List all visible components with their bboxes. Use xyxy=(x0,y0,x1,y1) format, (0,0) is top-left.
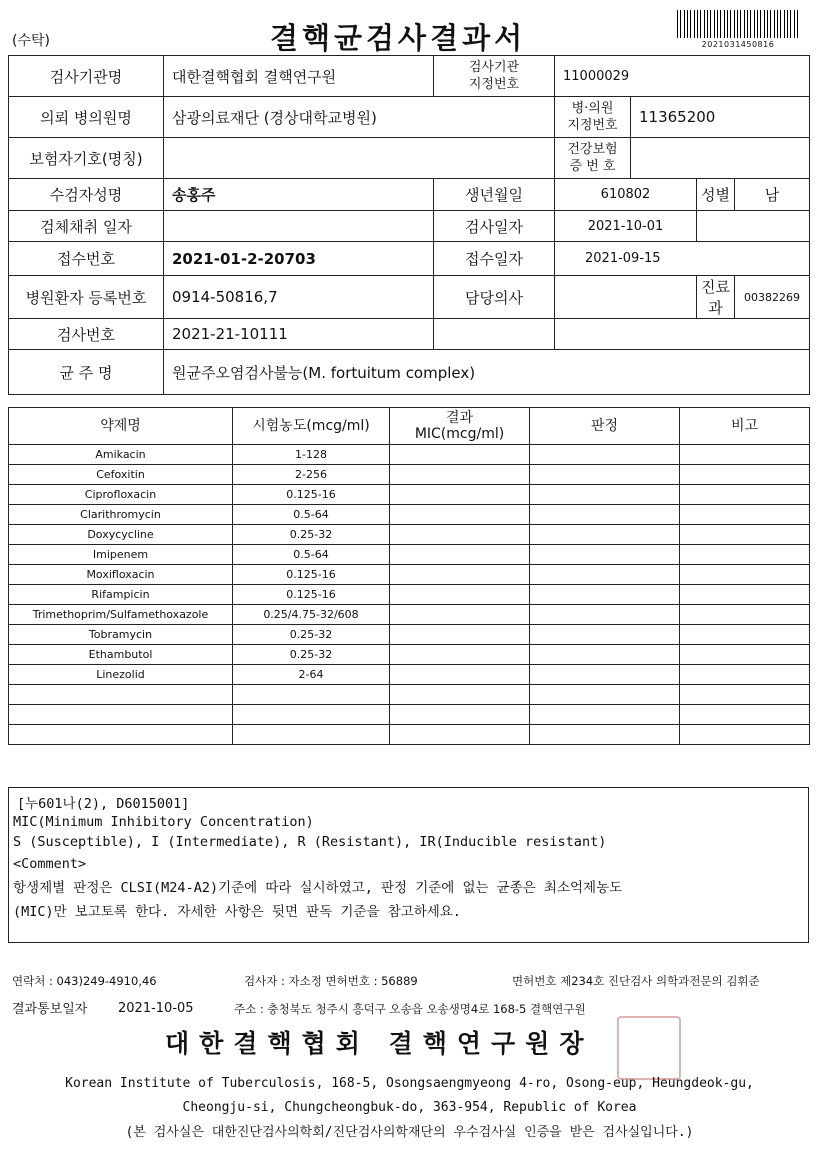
remarks-cell xyxy=(680,445,810,465)
judgement-cell xyxy=(530,665,680,685)
registration-value: 0914-50816,7 xyxy=(164,276,434,319)
birth-value: 610802 xyxy=(555,179,697,211)
receipt-date-label: 접수일자 xyxy=(434,242,555,276)
mic-result-cell xyxy=(390,725,530,745)
english-address-2: Cheongju-si, Chungcheongbuk-do, 363-954, Republic of Korea xyxy=(182,1100,637,1115)
concentration-cell: 0.25-32 xyxy=(233,625,390,645)
mic-result-cell xyxy=(390,505,530,525)
remarks-cell xyxy=(680,485,810,505)
table-row xyxy=(9,725,810,745)
patient-value: 송홍주 xyxy=(164,179,434,211)
official-seal xyxy=(617,1016,681,1080)
drug-name-cell: Imipenem xyxy=(9,545,233,565)
test-date-value: 2021-10-01 xyxy=(555,211,697,242)
hospital-code-value: 11365200 xyxy=(631,97,810,138)
strain-label: 균 주 명 xyxy=(9,350,164,395)
judgement-cell xyxy=(530,525,680,545)
judgement-cell xyxy=(530,505,680,525)
birth-label: 생년월일 xyxy=(434,179,555,211)
table-row xyxy=(9,645,810,665)
receipt-value: 2021-01-2-20703 xyxy=(164,242,434,276)
receipt-date-value: 2021-09-15 xyxy=(555,242,810,276)
table-row xyxy=(9,445,810,465)
hospital-code-label: 병·의원 지정번호 xyxy=(555,97,631,138)
drug-name-cell xyxy=(9,685,233,705)
insurer-value xyxy=(164,138,555,179)
sex-label: 성별 xyxy=(697,179,735,211)
drug-name-cell: Cefoxitin xyxy=(9,465,233,485)
judgement-cell xyxy=(530,645,680,665)
department-label: 진료과 xyxy=(697,276,735,319)
remarks-cell xyxy=(680,525,810,545)
org-label: 검사기관명 xyxy=(9,56,164,97)
sex-value: 남 xyxy=(735,179,810,211)
drug-name-cell xyxy=(9,725,233,745)
judgement-cell xyxy=(530,625,680,645)
drug-name-cell: Moxifloxacin xyxy=(9,565,233,585)
doctor-label: 담당의사 xyxy=(434,276,555,319)
mic-result-cell xyxy=(390,565,530,585)
collect-label: 검체채취 일자 xyxy=(9,211,164,242)
remarks-cell xyxy=(680,625,810,645)
license: 면허번호 제234호 진단검사 의학과전문의 김휘준 xyxy=(512,974,760,988)
health-code-value xyxy=(631,138,810,179)
remarks-cell xyxy=(680,585,810,605)
concentration-cell: 0.125-16 xyxy=(233,485,390,505)
drug-name-cell: Doxycycline xyxy=(9,525,233,545)
judgement-cell xyxy=(530,705,680,725)
collect-value xyxy=(164,211,434,242)
mic-result-cell xyxy=(390,545,530,565)
contact: 연락처 : 043)249-4910,46 xyxy=(12,974,157,988)
address: 주소 : 충청북도 청주시 흥덕구 오송읍 오송생명4로 168-5 결핵연구원 xyxy=(234,1002,586,1016)
concentration-cell: 0.125-16 xyxy=(233,585,390,605)
test-number-value: 2021-21-10111 xyxy=(164,319,434,350)
consignment-label: (수탁) xyxy=(12,33,50,49)
judgement-cell xyxy=(530,485,680,505)
tester: 검사자 : 자소정 면허번호 : 56889 xyxy=(244,974,418,988)
insurer-label: 보험자기호(명칭) xyxy=(9,138,164,179)
header-remarks: 비고 xyxy=(680,408,810,445)
table-row xyxy=(9,585,810,605)
judgement-cell xyxy=(530,565,680,585)
remarks-cell xyxy=(680,545,810,565)
mic-result-cell xyxy=(390,705,530,725)
concentration-cell: 2-256 xyxy=(233,465,390,485)
note-mic-definition: MIC(Minimum Inhibitory Concentration) xyxy=(13,814,314,830)
mic-result-cell xyxy=(390,605,530,625)
remarks-cell xyxy=(680,665,810,685)
drug-name-cell: Tobramycin xyxy=(9,625,233,645)
header-judgement: 판정 xyxy=(530,408,680,445)
mic-result-cell xyxy=(390,645,530,665)
concentration-cell: 0.5-64 xyxy=(233,545,390,565)
judgement-cell xyxy=(530,465,680,485)
report-date: 2021-10-05 xyxy=(118,1001,194,1016)
mic-result-cell xyxy=(390,625,530,645)
table-row xyxy=(9,625,810,645)
document-title: 결핵균검사결과서 xyxy=(270,21,527,55)
blank-cell xyxy=(555,319,810,350)
judgement-cell xyxy=(530,545,680,565)
remarks-cell xyxy=(680,465,810,485)
test-date-blank xyxy=(697,211,810,242)
header-result-mic: 결과 MIC(mcg/ml) xyxy=(390,408,530,445)
mic-result-cell xyxy=(390,685,530,705)
table-row xyxy=(9,565,810,585)
concentration-cell: 2-64 xyxy=(233,665,390,685)
judgement-cell xyxy=(530,725,680,745)
concentration-cell: 1-128 xyxy=(233,445,390,465)
concentration-cell: 0.125-16 xyxy=(233,565,390,585)
note-comment-heading: <Comment> xyxy=(13,856,87,872)
header-concentration: 시험농도(mcg/ml) xyxy=(233,408,390,445)
drug-name-cell: Ethambutol xyxy=(9,645,233,665)
drug-name-cell: Clarithromycin xyxy=(9,505,233,525)
org-value: 대한결핵협회 결핵연구원 xyxy=(164,56,434,97)
org-code-label: 검사기관 지정번호 xyxy=(434,56,555,97)
concentration-cell xyxy=(233,725,390,745)
table-row xyxy=(9,705,810,725)
concentration-cell: 0.25-32 xyxy=(233,645,390,665)
drug-name-cell: Amikacin xyxy=(9,445,233,465)
strain-value: 원균주오염검사불능(M. fortuitum complex) xyxy=(164,350,810,395)
receipt-label: 접수번호 xyxy=(9,242,164,276)
remarks-cell xyxy=(680,605,810,625)
report-date-label: 결과통보일자 xyxy=(12,1002,88,1017)
test-number-label: 검사번호 xyxy=(9,319,164,350)
certification-note: (본 검사실은 대한진단검사의학회/진단검사의학재단의 우수검사실 인증을 받은 검사실입니다.) xyxy=(125,1125,694,1140)
remarks-cell xyxy=(680,705,810,725)
note-comment-line-2: (MIC)만 보고토록 한다. 자세한 사항은 뒷면 판독 기준을 참고하세요. xyxy=(13,904,461,920)
note-interpretation-legend: S (Susceptible), I (Intermediate), R (Resistant), IR(Inducible resistant) xyxy=(13,834,607,850)
table-row xyxy=(9,525,810,545)
drug-name-cell xyxy=(9,705,233,725)
mic-result-cell xyxy=(390,585,530,605)
remarks-cell xyxy=(680,725,810,745)
table-row xyxy=(9,685,810,705)
concentration-cell xyxy=(233,705,390,725)
header-drug-name: 약제명 xyxy=(9,408,233,445)
hospital-label: 의뢰 병의원명 xyxy=(9,97,164,138)
remarks-cell xyxy=(680,565,810,585)
table-row xyxy=(9,545,810,565)
concentration-cell xyxy=(233,685,390,705)
mic-result-cell xyxy=(390,465,530,485)
table-row xyxy=(9,465,810,485)
judgement-cell xyxy=(530,445,680,465)
doctor-value xyxy=(555,276,697,319)
drug-name-cell: Linezolid xyxy=(9,665,233,685)
table-row xyxy=(9,605,810,625)
remarks-cell xyxy=(680,645,810,665)
blank-cell xyxy=(434,319,555,350)
note-code: [누601나(2), D6015001] xyxy=(17,796,190,812)
remarks-cell xyxy=(680,505,810,525)
drug-name-cell: Rifampicin xyxy=(9,585,233,605)
concentration-cell: 0.25-32 xyxy=(233,525,390,545)
table-row xyxy=(9,665,810,685)
patient-label: 수검자성명 xyxy=(9,179,164,211)
health-code-label: 건강보험 증 번 호 xyxy=(555,138,631,179)
registration-label: 병원환자 등록번호 xyxy=(9,276,164,319)
table-row xyxy=(9,485,810,505)
concentration-cell: 0.5-64 xyxy=(233,505,390,525)
notes-box xyxy=(8,787,809,943)
test-date-label: 검사일자 xyxy=(434,211,555,242)
judgement-cell xyxy=(530,685,680,705)
drug-name-cell: Ciprofloxacin xyxy=(9,485,233,505)
department-value: 00382269 xyxy=(735,276,810,319)
mic-result-cell xyxy=(390,445,530,465)
judgement-cell xyxy=(530,605,680,625)
barcode xyxy=(677,10,799,38)
director-title: 대한결핵협회 결핵연구원장 xyxy=(165,1029,594,1058)
drug-table xyxy=(8,407,810,745)
concentration-cell: 0.25/4.75-32/608 xyxy=(233,605,390,625)
mic-result-cell xyxy=(390,525,530,545)
hospital-value: 삼광의료재단 (경상대학교병원) xyxy=(164,97,555,138)
mic-result-cell xyxy=(390,665,530,685)
table-row xyxy=(9,505,810,525)
drug-table-header xyxy=(9,408,810,445)
mic-result-cell xyxy=(390,485,530,505)
english-address-1: Korean Institute of Tuberculosis, 168-5, Osongsaengmyeong 4-ro, Osong-eup, Heungdeok-gu, xyxy=(65,1076,754,1091)
drug-name-cell: Trimethoprim/Sulfamethoxazole xyxy=(9,605,233,625)
judgement-cell xyxy=(530,585,680,605)
info-table xyxy=(8,55,810,395)
remarks-cell xyxy=(680,685,810,705)
barcode-number: 2021031450816 xyxy=(701,40,775,49)
org-code-value: 11000029 xyxy=(555,56,810,97)
note-comment-line-1: 항생제별 판정은 CLSI(M24-A2)기준에 따라 실시하였고, 판정 기준에 없는 균종은 최소억제농도 xyxy=(13,880,623,896)
